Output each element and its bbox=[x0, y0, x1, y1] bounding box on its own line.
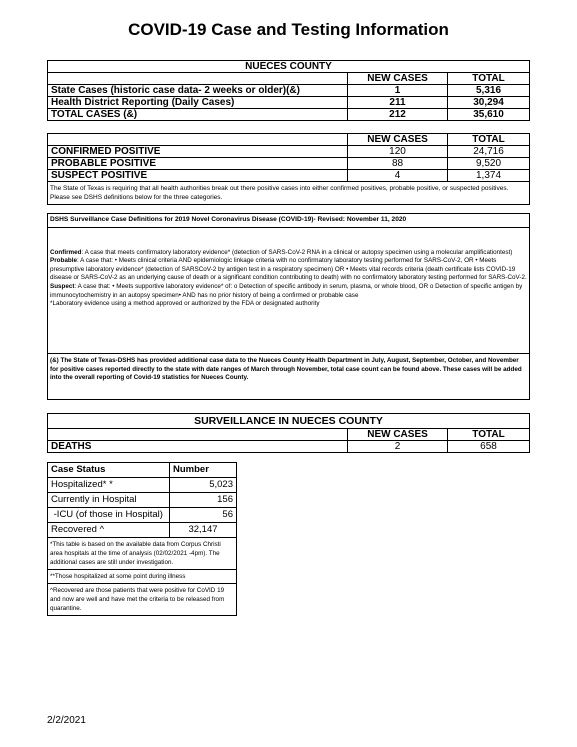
definitions-body bbox=[48, 228, 529, 309]
confirmed-text: : A case that meets confirmatory laboratory evidence* (detection of SARS-CoV-2 RNA in a clinical or autopsy specimen using a molecular amplificationtest) bbox=[81, 248, 513, 256]
status-value: 32,147 bbox=[170, 523, 237, 538]
case-status-table bbox=[47, 462, 237, 616]
status-note-3: ^Recovered are those patients that were positive for CoVID 19 and now are well and have met the criteria to be released from quarantine. bbox=[48, 584, 237, 616]
table-row bbox=[48, 478, 237, 493]
status-note-2: **Those hospitalized at some point during illness bbox=[48, 570, 237, 584]
col-new-cases: NEW CASES bbox=[348, 429, 448, 441]
page-title: COVID-19 Case and Testing Information bbox=[128, 20, 449, 39]
confirmed-definition bbox=[50, 249, 527, 258]
row-new: 2 bbox=[348, 441, 448, 453]
row-total: 9,520 bbox=[448, 158, 530, 170]
definitions-box bbox=[47, 213, 530, 400]
positive-table bbox=[47, 133, 530, 205]
county-header: NUECES COUNTY bbox=[48, 61, 530, 73]
row-total: 5,316 bbox=[448, 85, 530, 97]
row-label: Health District Reporting (Daily Cases) bbox=[48, 97, 348, 109]
row-label: State Cases (historic case data- 2 weeks or older)(&) bbox=[48, 85, 348, 97]
row-new: 120 bbox=[348, 146, 448, 158]
status-label: Hospitalized* * bbox=[48, 478, 170, 493]
probable-term: Probable bbox=[50, 257, 77, 265]
suspect-term: Suspect bbox=[50, 282, 75, 290]
lab-footnote: *Laboratory evidence using a method approved or authorized by the FDA or designated authority bbox=[50, 300, 320, 308]
status-note-1: *This table is based on the available data from Corpus Christi area hospitals at the time of analysis (02/02/2021 -4pm). The additional cases are still under investigation. bbox=[48, 538, 237, 570]
row-total: 1,374 bbox=[448, 170, 530, 182]
row-total: 24,716 bbox=[448, 146, 530, 158]
table-row bbox=[48, 97, 530, 109]
row-label: SUSPECT POSITIVE bbox=[48, 170, 348, 182]
table-row bbox=[48, 146, 530, 158]
status-value: 156 bbox=[170, 493, 237, 508]
state-note: (&) The State of Texas-DSHS has provided additional case data to the Nueces County Health Department in July, August, September, October, and November for positive cases reported directly to the state with date ranges of March through November, total case count can be found above. These cases will be added into the overall reporting of Covid-19 statistics for Nueces County. bbox=[48, 353, 529, 386]
table-row bbox=[48, 493, 237, 508]
status-value: 56 bbox=[170, 508, 237, 523]
table-row bbox=[48, 441, 530, 453]
col-new-cases: NEW CASES bbox=[348, 73, 448, 85]
status-value: 5,023 bbox=[170, 478, 237, 493]
county-cases-table bbox=[47, 60, 530, 121]
positive-note: The State of Texas is requiring that all health authorities break out there positive cases into either confirmed positives, probable positive, or suspected positives. Please see DSHS definitions below for the three categories. bbox=[48, 182, 530, 205]
status-label: -ICU (of those in Hospital) bbox=[48, 508, 170, 523]
col-new-cases: NEW CASES bbox=[348, 134, 448, 146]
probable-definition bbox=[50, 257, 527, 283]
report-date: 2/2/2021 bbox=[47, 715, 86, 726]
suspect-text: : A case that: • Meets supportive laboratory evidence* of: o Detection of specific antibody in serum, plasma, or whole blood, OR o Detection of specific antigen by immunocytochemistry in an autopsy specimen• AND has no prior history of being a confirmed or probable case bbox=[50, 282, 523, 299]
status-label: Recovered ^ bbox=[48, 523, 170, 538]
row-new: 211 bbox=[348, 97, 448, 109]
table-row bbox=[48, 85, 530, 97]
col-total: TOTAL bbox=[448, 73, 530, 85]
table-row bbox=[48, 109, 530, 121]
table-row bbox=[48, 523, 237, 538]
row-total: 30,294 bbox=[448, 97, 530, 109]
row-label: TOTAL CASES (&) bbox=[48, 109, 348, 121]
row-total: 35,610 bbox=[448, 109, 530, 121]
row-label: CONFIRMED POSITIVE bbox=[48, 146, 348, 158]
col-total: TOTAL bbox=[448, 429, 530, 441]
suspect-definition bbox=[50, 283, 527, 300]
confirmed-term: Confirmed bbox=[50, 248, 82, 256]
col-total: TOTAL bbox=[448, 134, 530, 146]
table-row bbox=[48, 170, 530, 182]
status-label: Currently in Hospital bbox=[48, 493, 170, 508]
definitions-heading: DSHS Surveillance Case Definitions for 2019 Novel Coronavirus Disease (COVID-19)- Revised: November 11, 2020 bbox=[48, 214, 529, 228]
row-new: 212 bbox=[348, 109, 448, 121]
row-label: DEATHS bbox=[48, 441, 348, 453]
row-label: PROBABLE POSITIVE bbox=[48, 158, 348, 170]
surveillance-header: SURVEILLANCE IN NUECES COUNTY bbox=[48, 414, 530, 429]
row-total: 658 bbox=[448, 441, 530, 453]
probable-text: : A case that: • Meets clinical criteria AND epidemiologic linkage criteria with no confirmatory laboratory testing performed for SARS-CoV-2, OR • Meets presumptive laboratory evidence* (detection of SARSCoV-2 by antigen test in a respiratory specimen) OR • Meets vital records criteria (death certificate lists COVID-19 disease or SARS-CoV-2 as an underlying cause of death or a significant condition contributing to death) with no confirmatory laboratory testing performed for SARS-CoV-2. bbox=[50, 257, 527, 282]
col-number: Number bbox=[170, 463, 237, 478]
row-new: 1 bbox=[348, 85, 448, 97]
col-case-status: Case Status bbox=[48, 463, 170, 478]
row-new: 4 bbox=[348, 170, 448, 182]
row-new: 88 bbox=[348, 158, 448, 170]
table-row bbox=[48, 508, 237, 523]
surveillance-table bbox=[47, 413, 530, 453]
table-row bbox=[48, 158, 530, 170]
